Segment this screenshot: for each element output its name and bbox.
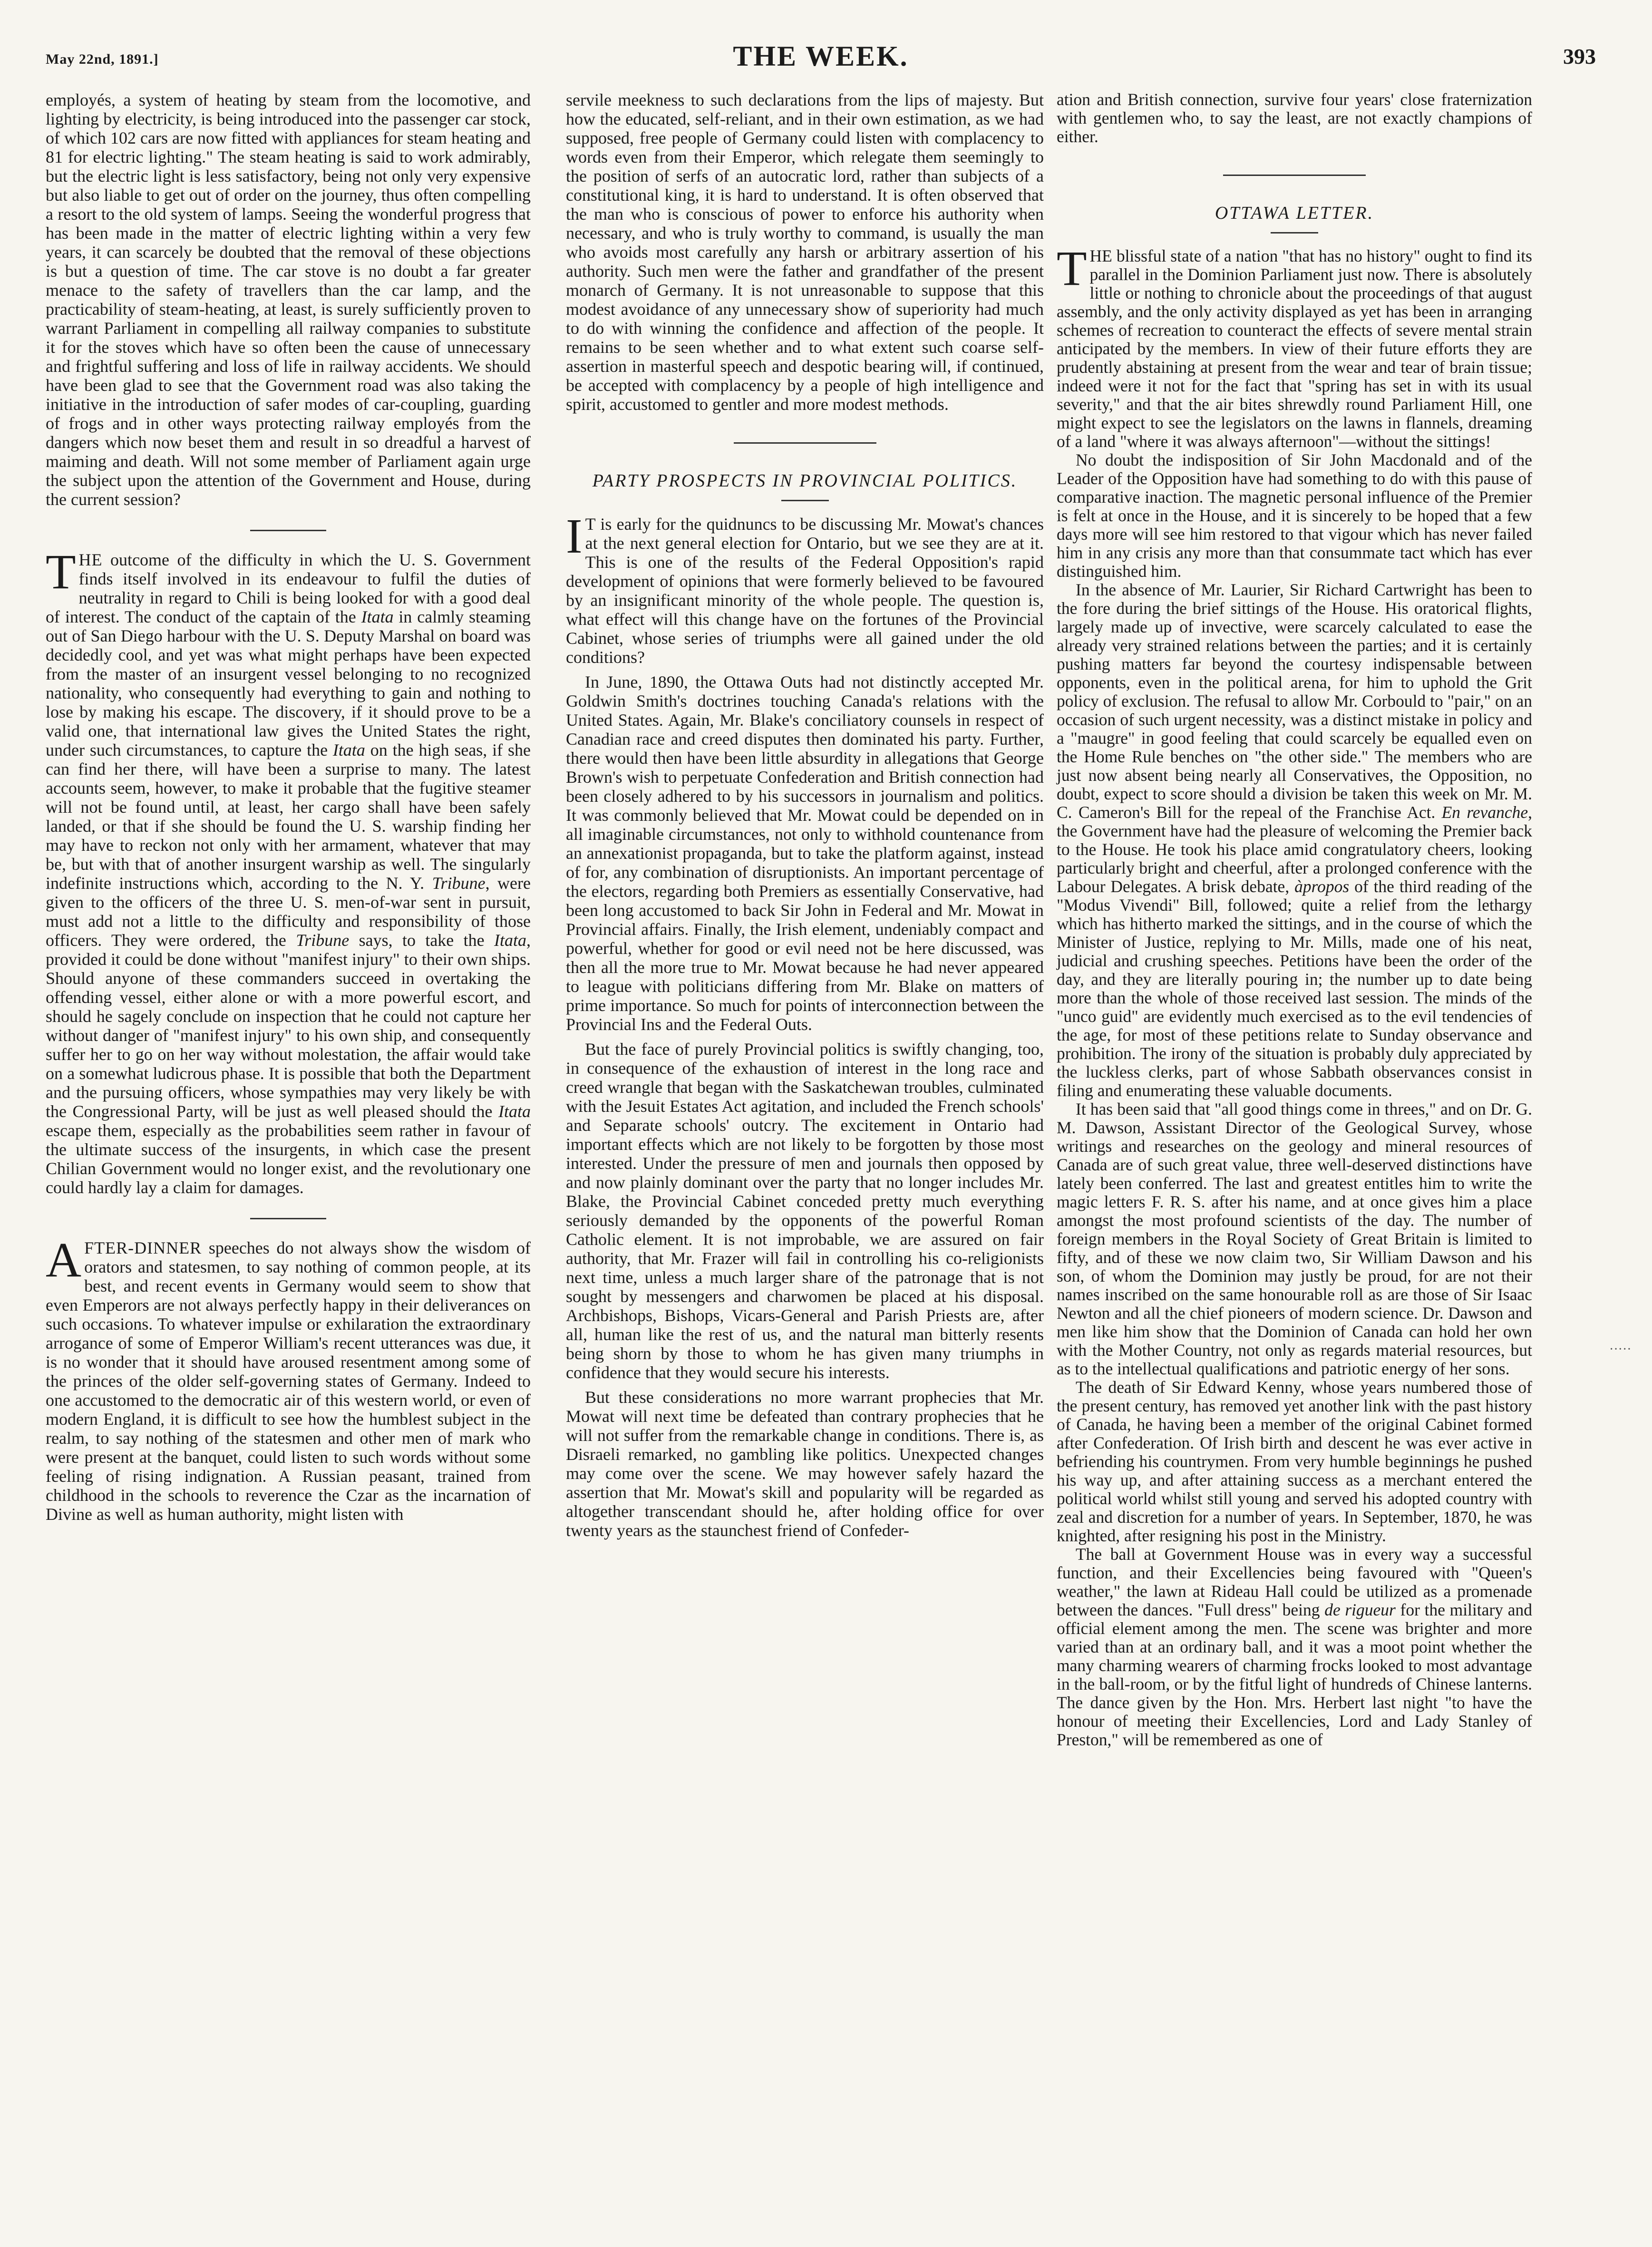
article-party-prospects-cont: ation and British connection, survive four years' close fraternization with gentlemen who, to say the least, are not exactly champions of either. bbox=[1057, 90, 1532, 146]
paragraph: The death of Sir Edward Kenny, whose years numbered those of the present century, has removed yet another link with the past history of Canada, he having been a member of the original Cabinet formed after Confederation. Of Irish birth and descent he was ever active in befriending his countrymen. From very humble beginnings he pushed his way up, and after attaining success as a merchant entered the political world whilst still young and served his adopted country with zeal and discretion for a number of years. In September, 1870, he was knighted, after resigning his post in the Ministry. bbox=[1057, 1378, 1532, 1545]
section-divider bbox=[734, 442, 876, 444]
paragraph: In June, 1890, the Ottawa Outs had not distinctly accepted Mr. Goldwin Smith's doctrines touching Canada's relations with the United States. Again, Mr. Blake's conciliatory counsels in respect of Canadian race and creed disputes then dominated his party. Further, there would then have been little absurdity in allegations that George Brown's wish to perpetuate Confederation and British connection had been closely adhered to by his successors in journalism and politics. It was commonly believed that Mr. Mowat could be depended on in all imaginable circumstances, not only to withhold countenance from an annexationist propaganda, but to take the platform against, instead of for, any combination of disruptionists. An important percentage of the electors, regarding both Premiers as essentially Conservative, had been long accustomed to back Sir John in Federal and Mr. Mowat in Provincial affairs. Finally, the Irish element, undeniably compact and powerful, whether for good or evil need not be here discussed, was then all the more true to Mr. Mowat because he had never appeared to league with politicians differing from Mr. Blake on matters of prime importance. So much for points of interconnection between the Provincial Ins and the Federal Outs. bbox=[566, 672, 1044, 1034]
drop-cap: T bbox=[1057, 241, 1087, 296]
section-title: OTTAWA LETTER. bbox=[1215, 203, 1374, 223]
column-1 bbox=[46, 90, 531, 1524]
article-itata: THE outcome of the difficulty in which the U. S. Government finds itself involved in its endeavour to fulfil the duties of neutrality in regard to Chili is being looked for with a good deal of interest. The conduct of the captain of the Itata in calmly steaming out of San Diego harbour with the U. S. Deputy Marshal on board was decidedly cool, and yet was what might perhaps have been expected from the master of an insurgent vessel belonging to no recognized nationality, who consequently had everything to gain and nothing to lose by making his escape. The discovery, if it should prove to be a valid one, that international law gives the United States the right, under such circumstances, to capture the Itata on the high seas, if she can find her there, will have been a surprise to many. The latest accounts seem, however, to make it probable that the fugitive steamer will not be found until, at least, her cargo shall have been safely landed, or that if she should be found the U. S. warship finding her may have to reckon not only with her armament, whatever that may be, but with that of another insurgent warship as well. The singularly indefinite instructions which, according to the N. Y. Tribune, were given to the officers of the three U. S. men-of-war sent in pursuit, must add not a little to the difficulty and responsibility of those officers. They were ordered, the Tribune says, to take the Itata, provided it could be done without "manifest injury" to their own ships. Should anyone of these commanders succeed in overtaking the offending vessel, either alone or with a more powerful escort, and should he sagely conclude on inspection that he could not capture her without danger of "manifest injury" to his own ship, and consequently suffer her to go on her way without molestation, the affair would take on a somewhat ludicrous phase. It is possible that both the Department and the pursuing officers, whose sympathies may very likely be with the Congressional Party, will be just as well pleased should the Itata escape them, especially as the probabilities seem rather in favour of the ultimate success of the insurgents, in which case the present Chilian Government would no longer exist, and the revolutionary one could hardly lay a claim for damages. bbox=[46, 545, 531, 1197]
drop-cap: A bbox=[46, 1233, 82, 1287]
section-divider bbox=[250, 1218, 326, 1219]
article-after-dinner: AFTER-DINNER speeches do not always show the wisdom of orators and statesmen, to say nothing of common people, at its best, and recent events in Germany would seem to show that even Emperors are not always perfectly happy in their deliverances on such occasions. To whatever impulse or exhilaration the extraordinary arrogance of some of Emperor William's recent utterances was due, it is no wonder that it should have aroused resentment among some of the princes of the older self-governing states of Germany. Indeed to one accustomed to the democratic air of this western world, or even of modern England, it is difficult to see how the humblest subject in the realm, to say nothing of the statesmen and other men of mark who were present at the banquet, could listen to such words without some feeling of rising indignation. A Russian peasant, trained from childhood in the schools to reverence the Czar as the incarnation of Divine as well as human authority, might listen with bbox=[46, 1233, 531, 1524]
article-party-prospects: I T is early for the quidnuncs to be discussing Mr. Mowat's chances at the next general election for Ontario, but we see they are at it. This is one of the results of the Federal Opposition's rapid development of opinions that were formerly believed to be favoured by an insignificant minority of the whole people. The question is, what effect will this change have on the fortunes of the Provincial Cabinet, whose series of triumphs were all gained under the old conditions? bbox=[566, 509, 1044, 667]
paragraph: But the face of purely Provincial politics is swiftly changing, too, in consequence of the exhaustion of interest in the long race and creed wrangle that began with the Saskatchewan troubles, culminated with the Jesuit Estates Act agitation, and included the French schools' and Separate schools' outcry. The excitement in Ontario had important effects which are not likely to be forgotten by those most interested. Under the pressure of men and journals then opposed by and now plainly dominant over the party that no longer includes Mr. Blake, the Provincial Cabinet conceded pretty much everything seriously demanded by the opponents of the powerful Roman Catholic element. It is not improbable, we are assured on fair authority, that Mr. Frazer will fail in controlling his co-religionists next time, unless a much larger share of the patronage that is not sought by messengers and charwomen be placed at his disposal. Archbishops, Bishops, Vicars-General and Parish Priests are, after all, human like the rest of us, and the natural man bitterly resents being shorn by those to whom he has given many triumphs in confidence that they would secure his interests. bbox=[566, 1040, 1044, 1382]
drop-cap: T bbox=[46, 545, 76, 599]
paragraph: In the absence of Mr. Laurier, Sir Richard Cartwright has been to the fore during the brief sittings of the House. His oratorical flights, largely made up of invective, were scarcely calculated to ease the already very strained relations between the parties; and it is certainly pushing matters far beyond the courtesy indispensable between opponents, even in the political arena, for him to uphold the Grit policy of exclusion. The refusal to allow Mr. Corbould to "pair," on an occasion of such urgent necessity, was a distinct mistake in policy and a "maugre" in good feeling that could scarcely be equalled even on the Home Rule benches on "the other side." The members who are just now absent being nearly all Conservatives, the Opposition, no doubt, expect to score should a division be taken this week on Mr. M. C. Cameron's Bill for the repeal of the Franchise Act. En revanche, the Government have had the pleasure of welcoming the Premier back to the House. He took his place amid congratulatory cheers, looking particularly bright and cheerful, after a prolonged conference with the Labour Delegates. A brisk debate, àpropos of the third reading of the "Modus Vivendi" Bill, followed; quite a relief from the lethargy which has hitherto marked the sittings, and in the course of which the Minister of Justice, replying to Mr. Mills, made one of his neat, judicial and crushing speeches. Petitions have been the order of the day, and they are literally pouring in; the number up to date being more than the whole of those received last session. The minds of the "unco guid" are evidently much exercised as to the evil tendencies of the age, for most of these petitions relate to Sunday observance and prohibition. The irony of the situation is probably duly appreciated by the luckless clerks, part of whose Sabbath observances consist in filing and enumerating these valuable documents. bbox=[1057, 580, 1533, 1100]
margin-mark: ····· bbox=[1609, 1342, 1632, 1357]
section-title: PARTY PROSPECTS IN PROVINCIAL POLITICS. bbox=[592, 471, 1018, 491]
article-after-dinner-cont: servile meekness to such declarations from the lips of majesty. But how the educated, self-reliant, and in their own estimation, as we had supposed, free people of Germany could listen with complacency to words even from their Emperor, which relegate them seemingly to the position of serfs of an autocratic lord, rather than subjects of a constitutional king, it is hard to understand. It is often observed that the man who is conscious of power to enforce his authority when necessary, and who is truly worthy to command, is usually the man who avoids most carefully any harsh or arbitrary assertion of his authority. Such men were the father and grandfather of the present monarch of Germany. It is not unreasonable to suppose that this modest avoidance of any unnecessary show of superiority had much to do with winning the confidence and affection of the people. It remains to be seen whether and to what extent such coarse self-assertion in masterful speech and despotic bearing will, if continued, be accepted with complacency by a people of high intelligence and spirit, accustomed to gentler and more modest methods. bbox=[566, 90, 1044, 414]
paragraph: But these considerations no more warrant prophecies that Mr. Mowat will next time be defeated than contrary prophecies that he will not suffer from the remarkable change in conditions. There is, as Disraeli remarked, no gambling like politics. Unexpected changes may come over the scene. We may however safely hazard the assertion that Mr. Mowat's skill and popularity will be regarded as altogether transcendant should he, after holding office for over twenty years as the staunchest friend of Confeder- bbox=[566, 1388, 1044, 1540]
column-2 bbox=[566, 90, 1044, 1540]
title-rule bbox=[1271, 232, 1318, 233]
column-3 bbox=[1057, 90, 1532, 1749]
issue-date: May 22nd, 1891.] bbox=[46, 51, 159, 67]
title-rule bbox=[781, 500, 829, 501]
masthead-title: THE WEEK. bbox=[733, 40, 909, 72]
drop-cap: I bbox=[566, 509, 583, 564]
section-divider bbox=[250, 530, 326, 531]
paragraph: The ball at Government House was in every way a successful function, and their Excellencies being favoured with "Queen's weather," the lawn at Rideau Hall could be utilized as a promenade between the dances. "Full dress" being de rigueur for the military and official element among the men. The scene was brighter and more varied than at an ordinary ball, and it was a moot point whether the many charming wearers of charming frocks looked to most advantage in the ball-room, or by the fitful light of hundreds of Chinese lanterns. The dance given by the Hon. Mrs. Herbert last night "to have the honour of meeting their Excellencies, Lord and Lady Stanley of Preston," will be remembered as one of bbox=[1057, 1545, 1532, 1749]
article-ottawa-letter: THE blissful state of a nation "that has no history" ought to find its parallel in the Dominion Parliament just now. There is absolutely little or nothing to chronicle about the proceedings of that august assembly, and the only activity displayed as yet has been in arranging schemes of recreation to counteract the effects of severe mental strain anticipated by the members. In view of their future efforts they are prudently abstaining at present from the wear and tear of brain tissue; indeed were it not for the fact that "spring has set in with its usual severity," and that the air bites shrewdly round Parliament Hill, one might expect to see the legislators on the lawns in flannels, dreaming of a land "where it was always afternoon"—without the sittings! bbox=[1057, 241, 1532, 451]
article-railway-heating: employés, a system of heating by steam from the locomotive, and lighting by electricity, is being introduced into the passenger car stock, of which 102 cars are now fitted with appliances for steam heating and 81 for electric lighting." The steam heating is said to work admirably, but the electric light is less satisfactory, being not only very expensive but also liable to get out of order on the journey, thus often compelling a resort to the old system of lamps. Seeing the wonderful progress that has been made in the matter of electric lighting within a very few years, it can scarcely be doubted that the removal of these objections is but a question of time. The car stove is no doubt a far greater menace to the safety of travellers than the car lamp, and the practicability of steam-heating, at least, is surely sufficiently proven to warrant Parliament in compelling all railway companies to substitute it for the stoves which have so often been the cause of unnecessary and frightful suffering and loss of life in railway accidents. We should have been glad to see that the Government road was also taking the initiative in the introduction of safer modes of car-coupling, guarding of frogs and in other ways protecting railway employés from the dangers which now beset them and result in so dreadful a harvest of maiming and death. Will not some member of Parliament again urge the subject upon the attention of the Government and House, during the current session? bbox=[46, 90, 531, 509]
page-header bbox=[46, 37, 1596, 75]
paragraph: No doubt the indisposition of Sir John Macdonald and of the Leader of the Opposition have had something to do with this pause of comparative inaction. The magnetic personal influence of the Premier is felt at once in the House, and it is sincerely to be hoped that a few days more will see him restored to that vigour which has never failed him in any crisis any more than that consummate tact which has ever distinguished him. bbox=[1057, 450, 1532, 581]
section-divider bbox=[1223, 175, 1366, 176]
paragraph: It has been said that "all good things come in threes," and on Dr. G. M. Dawson, Assistant Director of the Geological Survey, whose writings and researches on the geology and mineral resources of Canada are of such great value, three well-deserved distinctions have lately been conferred. The last and greatest entitles him to write the magic letters F. R. S. after his name, and at once gives him a place amongst the most profound scientists of the day. The number of foreign members in the Royal Society of Great Britain is limited to fifty, and of these we now claim two, Sir William Dawson and his son, of whom the Dominion may justly be proud, for are not their names inscribed on the same honourable roll as are those of Sir Isaac Newton and all the chief pioneers of modern science. Dr. Dawson and men like him show that the Dominion of Canada can hold her own with the Mother Country, not only as regards material resources, but as to the intellectual qualifications and patriotic energy of her sons. bbox=[1057, 1099, 1532, 1378]
page-number: 393 bbox=[1563, 44, 1596, 68]
